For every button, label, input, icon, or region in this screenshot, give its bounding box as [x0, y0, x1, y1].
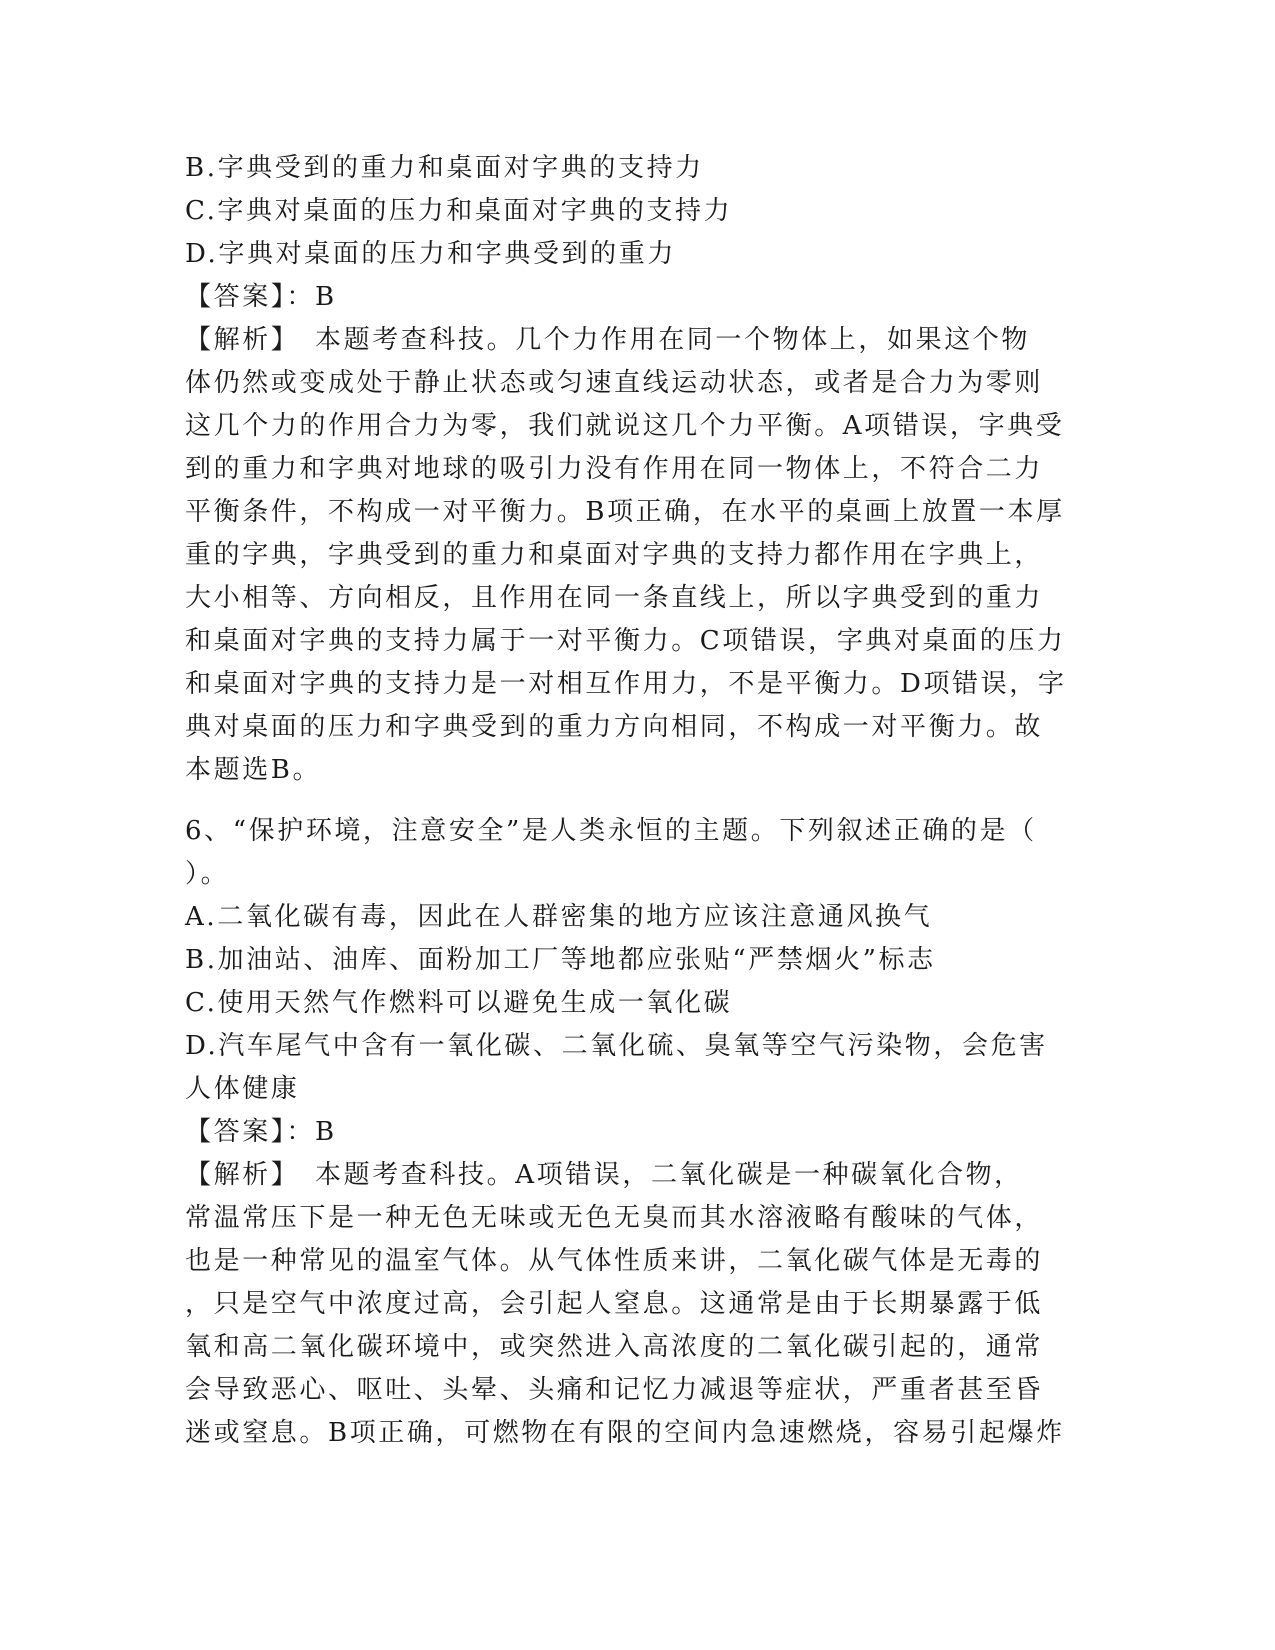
question-stem: ）。 — [185, 859, 230, 889]
analysis-line: 到的重力和字典对地球的吸引力没有作用在同一物体上，不符合二力 — [185, 454, 1044, 484]
option-b: B.加油站、油库、面粉加工厂等地都应张贴“严禁烟火”标志 — [185, 945, 936, 975]
analysis-line: 体仍然或变成处于静止状态或匀速直线运动状态，或者是合力为零则 — [185, 368, 1044, 398]
analysis-line: 这几个力的作用合力为零，我们就说这几个力平衡。A项错误，字典受 — [185, 411, 1065, 441]
question-stem: 6、“保护环境，注意安全”是人类永恒的主题。下列叙述正确的是（ — [185, 816, 1037, 846]
analysis-block — [185, 319, 1085, 792]
option-d: 人体健康 — [185, 1074, 300, 1104]
analysis-line: 迷或窒息。B项正确，可燃物在有限的空间内急速燃烧，容易引起爆炸 — [185, 1418, 1065, 1448]
answer-line: 【答案】：B — [185, 282, 337, 312]
option-d: D.汽车尾气中含有一氧化碳、二氧化硫、臭氧等空气污染物，会危害 — [185, 1031, 1048, 1061]
analysis-line: 常温常压下是一种无色无味或无色无臭而其水溶液略有酸味的气体， — [185, 1203, 1044, 1233]
analysis-block — [185, 1154, 1085, 1455]
analysis-line: ，只是空气中浓度过高，会引起人窒息。这通常是由于长期暴露于低 — [185, 1289, 1044, 1319]
analysis-line: 重的字典，字典受到的重力和桌面对字典的支持力都作用在字典上， — [185, 540, 1044, 570]
analysis-line: 典对桌面的压力和字典受到的重力方向相同，不构成一对平衡力。故 — [185, 712, 1044, 742]
option-d: D.字典对桌面的压力和字典受到的重力 — [185, 239, 676, 269]
answer-line: 【答案】：B — [185, 1117, 337, 1147]
option-a: A.二氧化碳有毒，因此在人群密集的地方应该注意通风换气 — [185, 902, 933, 932]
analysis-line: 和桌面对字典的支持力是一对相互作用力，不是平衡力。D项错误，字 — [185, 669, 1067, 699]
question-spacer — [185, 792, 1085, 810]
analysis-line: 氧和高二氧化碳环境中，或突然进入高浓度的二氧化碳引起的，通常 — [185, 1332, 1044, 1362]
analysis-line: 本题选B。 — [185, 755, 322, 785]
analysis-line: 和桌面对字典的支持力属于一对平衡力。C项错误，字典对桌面的压力 — [185, 626, 1066, 656]
question-5-continued — [185, 147, 1085, 792]
option-c: C.字典对桌面的压力和桌面对字典的支持力 — [185, 196, 733, 226]
analysis-line: 【解析】 本题考查科技。A项错误，二氧化碳是一种碳氧化合物， — [185, 1160, 1023, 1190]
document-page — [185, 147, 1085, 1455]
analysis-line: 也是一种常见的温室气体。从气体性质来讲，二氧化碳气体是无毒的 — [185, 1246, 1044, 1276]
analysis-line: 大小相等、方向相反，且作用在同一条直线上，所以字典受到的重力 — [185, 583, 1044, 613]
option-b: B.字典受到的重力和桌面对字典的支持力 — [185, 153, 704, 183]
option-c: C.使用天然气作燃料可以避免生成一氧化碳 — [185, 988, 733, 1018]
analysis-line: 平衡条件，不构成一对平衡力。B项正确，在水平的桌画上放置一本厚 — [185, 497, 1065, 527]
analysis-line: 会导致恶心、呕吐、头晕、头痛和记忆力减退等症状，严重者甚至昏 — [185, 1375, 1044, 1405]
question-6 — [185, 810, 1085, 1455]
analysis-line: 【解析】 本题考查科技。几个力作用在同一个物体上，如果这个物 — [185, 325, 1031, 355]
